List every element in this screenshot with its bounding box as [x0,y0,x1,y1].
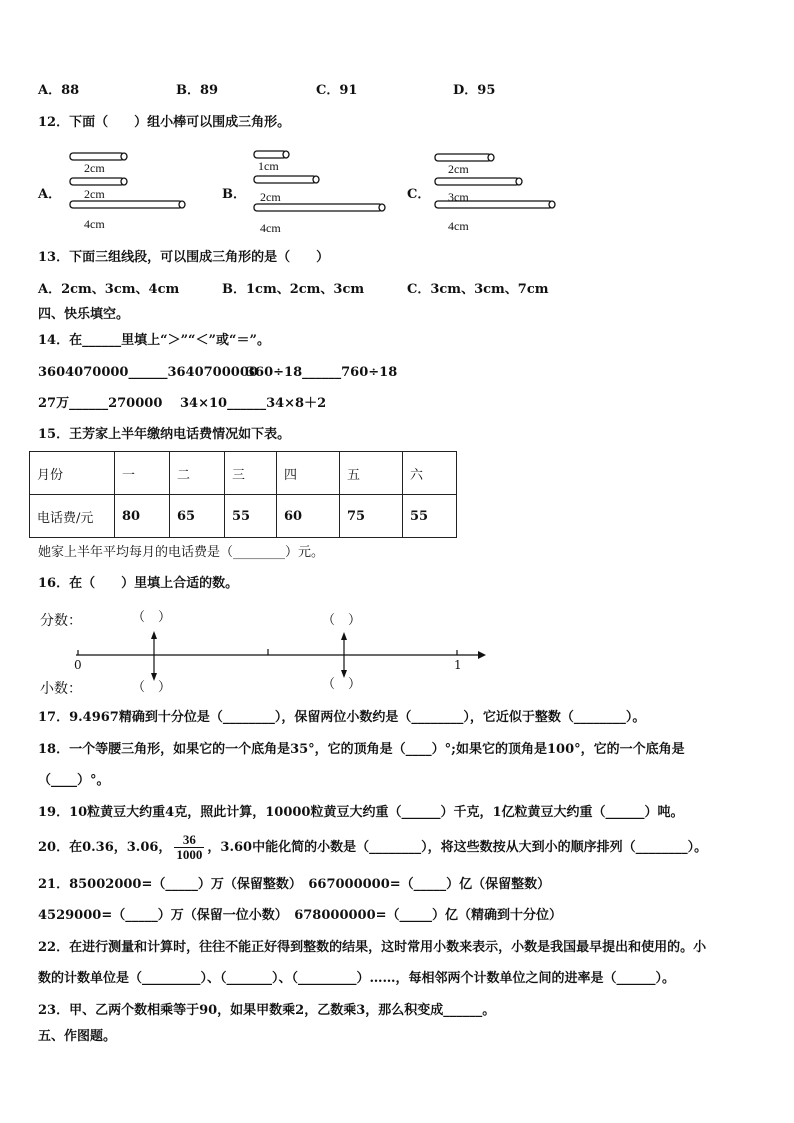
fraction-36-1000 [174,833,204,862]
q13-option-b: B．1cm、2cm、3cm [222,282,365,297]
value-cell: 55 [403,495,457,538]
value-cell: 55 [225,495,277,538]
number-line [76,631,486,681]
decimal-label: 小数： [40,681,82,697]
header-cell: 一 [115,452,170,495]
q15-question: 她家上半年平均每月的电话费是（________）元。 [38,545,325,560]
question-18: 18．一个等腰三角形，如果它的一个底角是35°，它的顶角是（____）°;如果它的顶角是100°，它的一个底角是 [38,742,685,757]
header-cell: 四 [277,452,340,495]
question-21: 21．85002000=（_____）万（保留整数） 667000000=（_____）亿（保留整数） [38,877,551,892]
stick-a3-length: 4cm [84,217,105,231]
header-cell: 六 [403,452,457,495]
stick-c3-length: 4cm [448,219,469,233]
question-15: 15．王芳家上半年缴纳电话费情况如下表。 [38,427,291,442]
option-c: C．91 [316,83,358,98]
question-22-cont: 数的计数单位是（_________）、（_______）、（_________）……，每相邻两个计数单位之间的进率是（______）。 [38,971,676,986]
option-d: D．95 [453,83,496,98]
q14-row1-a: 3604070000______3640700000 [38,365,258,380]
value-cell: 65 [170,495,225,538]
choice-c-label: C． [407,187,431,202]
option-b: B．89 [176,83,219,98]
q14-row1-b: 360÷18______760÷18 [246,365,398,380]
header-cell: 月份 [30,452,115,495]
section-4-title: 四、快乐填空。 [38,307,130,322]
stick-b3-length: 4cm [260,221,281,235]
fraction-label: 分数： [40,613,82,629]
fraction-blank-2: （ ） [322,613,362,628]
decimal-blank-2: （ ） [322,677,362,692]
stick-c2-length: 3cm [448,190,469,204]
value-cell: 60 [277,495,340,538]
table-row [30,452,457,495]
q13-option-c: C．3cm、3cm、7cm [407,282,549,297]
stick-b1-length: 1cm [258,159,279,173]
choice-a-label: A． [38,187,62,202]
question-21-cont: 4529000=（_____）万（保留一位小数） 678000000=（_____）亿（精确到十分位） [38,908,563,923]
question-19: 19．10粒黄豆大约重4克，照此计算，10000粒黄豆大约重（______）千克，1亿粒黄豆大约重（______）吨。 [38,805,684,820]
q20-post: ，3.60中能化简的小数是（________），将这些数按从大到小的顺序排列（________）。 [207,840,708,855]
stick-b2-length: 2cm [260,190,281,204]
question-20 [38,829,707,867]
q14-row2-a: 27万______270000 [38,396,163,411]
decimal-blank-1: （ ） [132,680,172,695]
stick-c1-length: 2cm [448,162,469,176]
q20-pre: 20．在0.36，3.06， [38,840,172,855]
question-16: 16．在（ ）里填上合适的数。 [38,576,239,591]
phone-fee-table [29,451,457,538]
question-14: 14．在______里填上“＞”“＜”或“＝”。 [38,333,270,348]
question-17: 17．9.4967精确到十分位是（________），保留两位小数约是（________），它近似于整数（________）。 [38,710,646,725]
q14-row2-b: 34×10______34×8＋2 [180,396,327,411]
option-a: A．88 [38,83,80,98]
value-cell: 80 [115,495,170,538]
header-cell: 二 [170,452,225,495]
tick-label-0: 0 [74,658,82,672]
q13-option-a: A．2cm、3cm、4cm [38,282,180,297]
question-22: 22．在进行测量和计算时，往往不能正好得到整数的结果，这时常用小数来表示，小数是我国最早提出和使用的。小 [38,940,707,955]
fraction-numerator: 36 [174,833,204,848]
stick-a1-length: 2cm [84,161,105,175]
question-18-cont: （____）°。 [38,773,110,788]
header-cell: 三 [225,452,277,495]
question-23: 23．甲、乙两个数相乘等于90，如果甲数乘2，乙数乘3，那么积变成______。 [38,1003,496,1018]
choice-b-label: B． [222,187,246,202]
fraction-denominator: 1000 [176,847,203,862]
section-5-title: 五、作图题。 [38,1029,117,1044]
stick-a2-length: 2cm [84,187,105,201]
fraction-blank-1: （ ） [132,610,172,625]
question-13: 13．下面三组线段，可以围成三角形的是（ ） [38,250,330,265]
value-cell: 75 [340,495,403,538]
table-row [30,495,457,538]
header-cell: 五 [340,452,403,495]
tick-label-1: 1 [454,658,462,672]
row-label: 电话费/元 [30,495,115,538]
question-12: 12．下面（ ）组小棒可以围成三角形。 [38,115,291,130]
